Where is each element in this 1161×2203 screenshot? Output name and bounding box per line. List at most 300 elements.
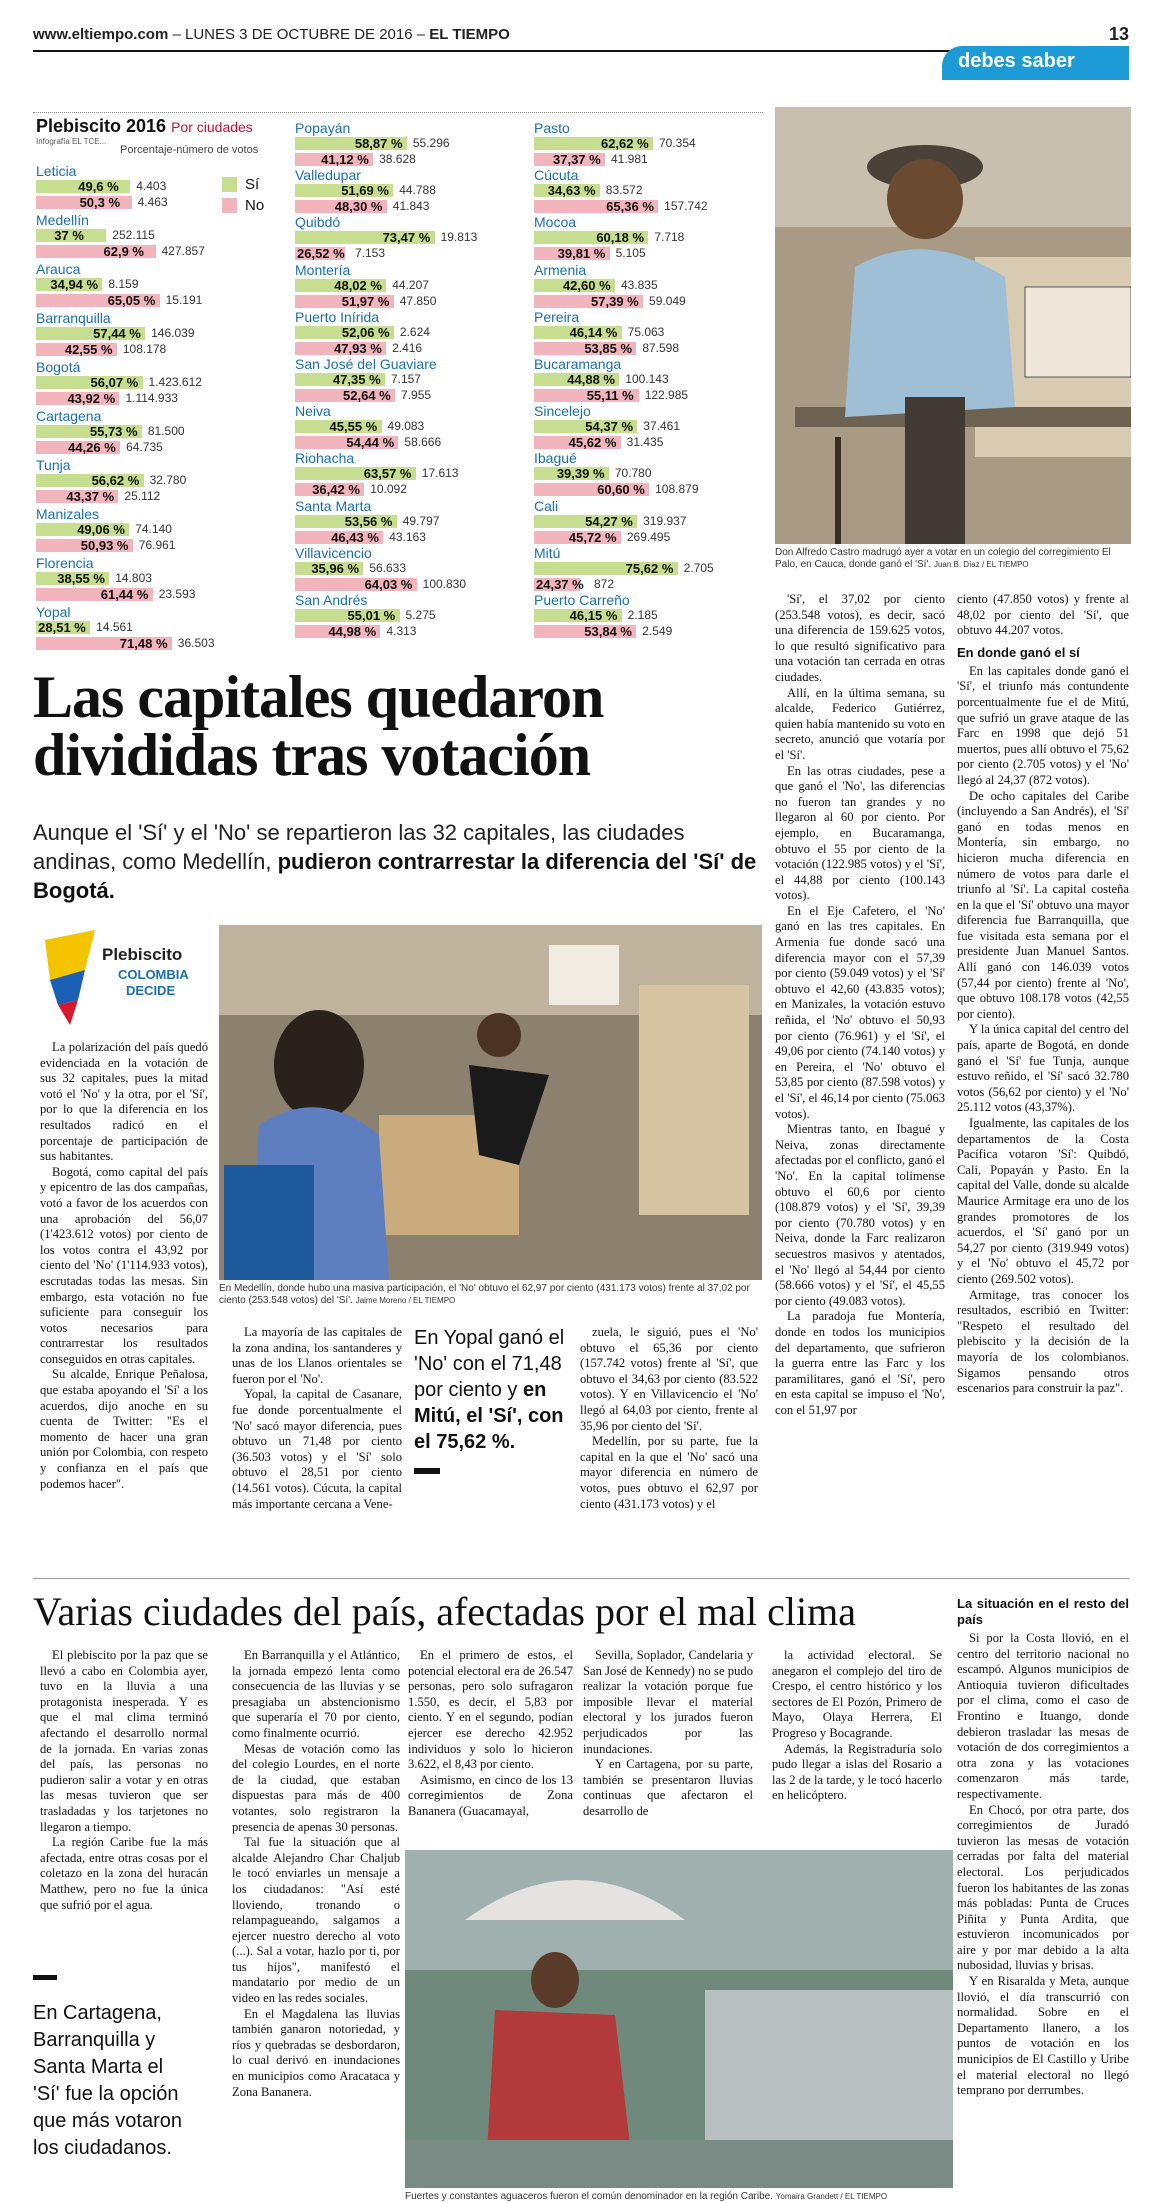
bar-percent-label: 51,69 % — [341, 183, 389, 199]
bar-no — [36, 636, 236, 651]
paragraph: Mientras tanto, en Ibagué y Neiva, zonas directamente afectadas por el conflicto, ganó el 'No'. En la capital tolimense obtuvo el 60,6 por ciento (108.879 votos) y el 'Sí', 39,39 por ciento (70.780 votos) y en Neiva, donde la Farc realizaron secuestros masivos y atentados, el 'No' llegó al 54,44 por ciento (58.666 votos) y el 'Sí', el 45,55 por ciento (49.083 votos). — [775, 1122, 945, 1308]
bar-votes-label: 70.354 — [658, 136, 696, 150]
bar-percent-label: 28,51 % — [38, 620, 86, 635]
bar-no — [295, 388, 510, 403]
paragraph: Y la única capital del centro del país, aparte de Bogotá, en donde ganó el 'Sí' fue Tunja, aunque estuvo reñido, el 'Sí' sacó 32.780 votos (56,62 por ciento) y el 'No' 25.112 votos (43,37%). — [957, 1022, 1129, 1115]
bar-votes-label: 70.780 — [614, 466, 652, 481]
bar-no — [534, 435, 749, 450]
chart-city-neiva — [295, 403, 510, 451]
bar-no — [36, 489, 236, 504]
bar-votes-label: 55.296 — [412, 136, 450, 150]
bar-no — [36, 293, 236, 308]
bar-votes-label: 23.593 — [158, 587, 196, 601]
bar-no — [36, 391, 236, 406]
bar-votes-label: 41.843 — [392, 199, 430, 214]
bar-votes-label: 108.879 — [655, 482, 699, 497]
bar-votes-label: 43.163 — [389, 529, 426, 544]
bar-votes-label: 74.140 — [135, 522, 172, 536]
pull-quote-cartagena: En Cartagena, Barranquilla y Santa Marta el 'Sí' fue la opción que más votaron los ciudadanos. — [33, 2002, 182, 2159]
paragraph: Armitage, tras conocer los resultados, escribió en Twitter: "Respeto el resultado del plebiscito y la decisión de la mayoría de los colombianos. Sigamos pensando otros escenarios para construir la paz". — [957, 1287, 1129, 1396]
bar-percent-label: 73,47 % — [382, 230, 431, 246]
bar-percent-label: 55,11 % — [586, 388, 634, 403]
bar-yes — [295, 136, 510, 151]
bar-yes — [36, 473, 236, 488]
pull-quote-rule — [33, 1975, 57, 1980]
bar-percent-label: 35,96 % — [311, 560, 360, 576]
bar-percent-label: 47,93 % — [334, 340, 382, 356]
bar-percent-label: 44,88 % — [567, 372, 615, 387]
pull-quote-rule — [414, 1468, 440, 1474]
bar-no — [295, 577, 510, 592]
bar-percent-label: 37 % — [54, 228, 84, 243]
city-name: Neiva — [295, 403, 331, 420]
bar-percent-label: 46,43 % — [331, 529, 379, 545]
bar-yes — [295, 230, 510, 245]
paragraph: La paradoja fue Montería, donde en todos los municipios del departamento, que sufrieron la guerra entre las Farc y los paramilitares, ganó el 'Sí', pero en esta capital se impuso el 'No', con el 51,97 por — [775, 1309, 945, 1417]
bar-percent-label: 47,35 % — [332, 372, 381, 387]
chart-city-popay-n — [295, 120, 510, 168]
bar-percent-label: 62,62 % — [600, 136, 649, 151]
paragraph: En el Eje Cafetero, el 'No' ganó en las tres capitales. En Armenia fue donde sacó una diferencia mayor con el 57,39 por ciento (59.049 votos) y el 'Sí' obtuvo el 42,60 (43.835 votos); en Manizales, la votación estuvo reñida, el 'No' obtuvo el 50,93 por ciento (76.961) y el 'Sí', el 49,06 por ciento (74.140 votos) y en Pereira, el 'No' obtuvo el 53,85 por ciento (87.598 votos) y el 'Sí', el 46,14 por ciento (75.063 votos). — [775, 903, 945, 1121]
bar-percent-label: 75,62 % — [625, 560, 674, 576]
bar-votes-label: 47.850 — [399, 293, 437, 308]
paragraph: Medellín, por su parte, fue la capital en la que el 'No' sacó una mayor diferencia en número de votos, pues obtuvo el 62,97 por ciento (431.173 votos) y el — [580, 1434, 758, 1511]
clima-column-1 — [40, 1648, 208, 1913]
bar-no — [295, 530, 510, 545]
photo-medellin — [219, 925, 762, 1280]
page-number: 13 — [1108, 24, 1129, 44]
paragraph: La región Caribe fue la más afectada, entre otras cosas por el coletazo en la zona del huracán Matthew, pero no fue la única que sufrió por el agua. — [40, 1835, 208, 1912]
chart-city-sincelejo — [534, 403, 749, 451]
bar-percent-label: 53,56 % — [344, 513, 393, 529]
bar-yes — [295, 608, 510, 623]
bar-percent-label: 49,6 % — [78, 179, 119, 194]
paragraph: Y en Risaralda y Meta, aunque llovió, el día transcurrió con normalidad. Sobre en el Departamento llanero, a los puntos de votación en los municipios de El Castillo y Uribe el material electoral no llegó temprano por derrumbes. — [957, 1974, 1129, 2098]
paragraph: Su alcalde, Enrique Peñalosa, que estaba apoyando el 'Sí' a los acuerdos, dijo anoche en su cuenta de Twitter: "Es el momento de hacer una gran unión por Colombia, con respeto y confianza en el país que podemos hacer". — [40, 1367, 208, 1491]
bar-percent-label: 45,55 % — [329, 419, 378, 435]
bar-votes-label: 427.857 — [161, 244, 205, 258]
bar-votes-label: 4.403 — [136, 179, 167, 193]
bar-votes-label: 25.112 — [124, 489, 161, 503]
clima-column-4 — [583, 1648, 753, 1820]
city-name: Armenia — [534, 261, 587, 278]
page-header: www.eltiempo.com – LUNES 3 DE OCTUBRE DE 2016 – EL TIEMPO 13 — [33, 24, 1129, 44]
paragraph: Además, la Registraduría solo pudo llegar a islas del Rosario a las 2 de la tarde, y le tocó hacerlo en helicóptero. — [772, 1741, 942, 1803]
bar-yes — [36, 375, 236, 390]
chart-credit: Infografía EL TCE... — [36, 137, 107, 146]
paragraph: Allí, en la última semana, su alcalde, Federico Gutiérrez, quien había mantenido su voto en secreto, anunció que votaría por el 'Sí'. — [775, 685, 945, 762]
clima-column-6 — [957, 1596, 1129, 2099]
paragraph: Igualmente, las capitales de los departamentos de la Costa Pacífica votaron 'Sí': Quibdó, Cali, Popayán y Pasto. En la capital del Valle, donde su alcalde Maurice Armitage era uno de los grandes promotores de los acuerdos, el 'Sí' ganó por un 54,27 por ciento (319.949 votos) y el 'No' obtuvo el 45,72 por ciento (269.502 votos). — [957, 1116, 1129, 1286]
bar-no — [295, 482, 510, 497]
paragraph: La polarización del país quedó evidenciada en la votación de sus 32 capitales, pues la mitad votó el 'No' y la otra, por el 'Sí', por lo que la diferencia en los resultados radicó en el porcentaje de participación de sus habitantes. — [40, 1040, 208, 1164]
city-name: San José del Guaviare — [295, 356, 437, 372]
city-name: Cartagena — [36, 408, 102, 424]
bar-votes-label: 37.461 — [643, 419, 680, 434]
bar-no — [295, 435, 510, 450]
bar-votes-label: 83.572 — [605, 183, 643, 198]
bar-votes-label: 2.549 — [642, 624, 673, 638]
chart-city-san-andr-s — [295, 592, 510, 640]
paragraph: Mesas de votación como las del colegio Lourdes, en el norte de la ciudad, que estaban dispuestas para más de 400 votantes, solo registraron la presencia de apenas 30 personas. — [232, 1741, 400, 1834]
article-column-3 — [580, 1325, 758, 1512]
bar-no — [534, 294, 749, 309]
bar-percent-label: 62,9 % — [103, 244, 144, 259]
bar-votes-label: 8.159 — [108, 277, 139, 291]
bar-yes — [534, 136, 749, 151]
bar-percent-label: 63,57 % — [363, 466, 412, 482]
bar-votes-label: 19.813 — [440, 230, 478, 245]
paragraph: Sevilla, Soplador, Candelaria y San José de Kennedy) no se pudo realizar la votación porque fue imposible llevar el material electoral y los jurados fueron perjudicados por las inundaciones. — [583, 1648, 753, 1756]
paragraph: En el Magdalena las lluvias también ganaron notoriedad, y ríos y quebradas se desbordaron, lo cual derivó en inundaciones en municipios como Aracataca y Zona Bananera. — [232, 2006, 400, 2099]
bar-votes-label: 58.666 — [404, 435, 442, 450]
bar-votes-label: 2.416 — [392, 340, 423, 355]
bar-percent-label: 65,05 % — [107, 293, 156, 308]
city-name: Cali — [534, 497, 559, 514]
bar-percent-label: 46,14 % — [569, 324, 618, 340]
bar-votes-label: 32.780 — [149, 473, 187, 487]
bar-votes-label: 252.115 — [112, 228, 155, 242]
bar-percent-label: 64,03 % — [364, 576, 413, 592]
chart-city-manizales — [36, 506, 236, 554]
bar-votes-label: 7.157 — [390, 372, 421, 386]
bar-no — [534, 530, 749, 545]
bar-no — [295, 199, 510, 214]
bar-votes-label: 5.105 — [615, 246, 646, 261]
bar-percent-label: 54,37 % — [585, 419, 633, 435]
bar-votes-label: 44.788 — [399, 183, 436, 198]
bar-votes-label: 41.981 — [611, 152, 648, 166]
city-name: Pasto — [534, 120, 570, 136]
chart-city-santa-marta — [295, 498, 510, 546]
bar-no — [534, 577, 749, 592]
bar-votes-label: 108.178 — [122, 342, 167, 356]
bar-votes-label: 43.835 — [620, 277, 658, 292]
chart-city-puerto-carre-o — [534, 592, 749, 640]
bar-yes — [295, 278, 510, 293]
paragraph: Tal fue la situación que al alcalde Alejandro Char Chaljub le tocó enviarles un mensaje a los ciudadanos: "Así esté lloviendo, tronando o relampagueando, salgamos a ejercer nuestro derecho al voto (...). Sal a votar, hazlo por ti, por tus hijos", manifestó el mandatario por medio de un video en las redes sociales. — [232, 1835, 400, 2006]
bar-no — [36, 587, 236, 602]
bar-yes — [295, 372, 510, 387]
paragraph: la actividad electoral. Se anegaron el complejo del tiro de Crespo, el centro histórico y los sectores de El Pozón, Primero de Mayo, Olaya Herrera, El Progreso y Bocagrande. — [772, 1648, 942, 1740]
legend-yes: Sí — [222, 176, 264, 193]
bar-yes — [295, 183, 510, 198]
bar-votes-label: 122.985 — [644, 388, 689, 402]
chart-city-bucaramanga — [534, 356, 749, 404]
bar-percent-label: 44,26 % — [68, 440, 116, 455]
bar-no — [295, 152, 510, 167]
bar-percent-label: 45,62 % — [568, 435, 617, 451]
chart-city-tunja — [36, 457, 236, 505]
bar-votes-label: 872 — [594, 576, 615, 591]
city-name: Barranquilla — [36, 310, 111, 326]
bar-percent-label: 56,07 % — [90, 375, 139, 390]
bar-no — [534, 199, 749, 214]
bar-yes — [36, 326, 236, 341]
paragraph: En las capitales donde ganó el 'Sí', el triunfo más contundente porcentualmente fue el de Mitú, que sufrió un grave ataque de las Farc en 1998 que dejó 51 muertos, pues allí obtuvo el 75,62 por ciento (2.705 votos) y el 'No' llegó al 24,37 (872 votos). — [957, 663, 1129, 787]
photo-voter — [775, 107, 1131, 544]
chart-city-riohacha — [295, 450, 510, 498]
paragraph: De ocho capitales del Caribe (incluyendo a San Andrés), el 'Sí' ganó en todas menos en Montería, sin embargo, no hicieron mucha diferencia en número de votos para darle el triunfo al 'Sí'. La capital costeña en la que el 'Sí' obtuvo una mayor diferencia fue Barranquilla, que fue visitada esta semana por el presidente Juan Manuel Santos. Allí ganó con 146.039 votos (57,44 por ciento) frente al 'No', que obtuvo 108.178 votos (42,55 por ciento). — [957, 788, 1129, 1021]
medellin-photo-illustration — [219, 925, 762, 1280]
bar-votes-label: 2.185 — [627, 608, 658, 622]
bar-percent-label: 42,60 % — [562, 277, 611, 293]
bar-no — [36, 244, 236, 259]
bar-percent-label: 50,93 % — [80, 538, 129, 553]
paragraph: Asimismo, en cinco de los 13 corregimientos de Zona Bananera (Guacamayal, — [408, 1772, 573, 1818]
bar-votes-label: 4.463 — [137, 195, 168, 209]
chart-city-leticia — [36, 163, 236, 211]
chart-city-cali — [534, 498, 749, 546]
bar-votes-label: 38.628 — [379, 152, 416, 166]
bar-votes-label: 100.143 — [625, 372, 669, 386]
city-name: Popayán — [295, 120, 351, 136]
secondary-headline: Varias ciudades del país, afectadas por el mal clima — [33, 1589, 856, 1634]
paragraph: 'Sí', el 37,02 por ciento (253.548 votos), es decir, sacó una diferencia de 159.625 votos, lo que resultó significativo para una votación tan cerrada en otras ciudades. — [775, 592, 945, 684]
bar-votes-label: 64.735 — [126, 440, 163, 454]
chart-city-pasto — [534, 120, 749, 168]
photo-rain — [405, 1850, 953, 2188]
chart-city-villavicencio — [295, 545, 510, 593]
bar-no — [295, 341, 510, 356]
chart-axis-label: Porcentaje-número de votos — [120, 144, 259, 156]
article-column-4 — [775, 592, 945, 1418]
clima-column-3 — [408, 1648, 573, 1820]
bar-votes-label: 81.500 — [147, 424, 185, 438]
subhead-gano-si: En donde ganó el sí — [957, 644, 1080, 660]
bar-yes — [534, 183, 749, 198]
bar-percent-label: 60,60 % — [597, 482, 645, 498]
bar-yes — [295, 325, 510, 340]
bar-no — [534, 246, 749, 261]
bar-percent-label: 46,15 % — [569, 608, 618, 623]
bar-percent-label: 53,85 % — [584, 340, 633, 356]
city-name: Valledupar — [295, 167, 361, 184]
bar-yes — [36, 620, 236, 635]
bar-votes-label: 49.797 — [402, 513, 440, 528]
chart-city-monter-a — [295, 262, 510, 310]
bar-yes — [295, 561, 510, 576]
bar-percent-label: 58,87 % — [354, 136, 403, 151]
bar-no — [36, 538, 236, 553]
bar-votes-label: 75.063 — [627, 324, 665, 339]
bar-yes — [534, 608, 749, 623]
bar-yes — [295, 514, 510, 529]
article-column-1 — [40, 1040, 208, 1492]
bar-percent-label: 55,73 % — [89, 424, 138, 439]
bar-percent-label: 24,37 % — [536, 576, 584, 592]
chart-city-yopal — [36, 604, 236, 652]
bar-percent-label: 50,3 % — [79, 195, 121, 210]
section-divider — [33, 1578, 1129, 1579]
plebiscito-logo — [40, 925, 200, 1035]
bar-votes-label: 31.435 — [626, 435, 664, 450]
site-url[interactable]: www.eltiempo.com — [33, 26, 169, 43]
bar-percent-label: 43,92 % — [67, 391, 116, 406]
city-name: Puerto Inírida — [295, 308, 380, 325]
chart-city-san-jos-del-guaviare — [295, 356, 510, 404]
clima-column-2 — [232, 1648, 400, 2100]
bar-percent-label: 36,42 % — [312, 482, 360, 498]
pull-quote-yopal: En Yopal ganó el 'No' con el 71,48 por ciento y en Mitú, el 'Sí', con el 75,62 %. — [414, 1325, 570, 1481]
clima-column-5 — [772, 1648, 942, 1804]
bar-votes-label: 87.598 — [642, 340, 680, 355]
bar-votes-label: 56.633 — [369, 560, 407, 575]
bar-no — [295, 624, 510, 639]
city-name: Villavicencio — [295, 544, 372, 561]
city-name: Puerto Carreño — [534, 592, 630, 608]
chart-city-mit- — [534, 545, 749, 593]
bar-percent-label: 65,36 % — [606, 199, 654, 215]
chart-title: Plebiscito 2016 Por ciudades — [36, 116, 253, 136]
bar-percent-label: 56,62 % — [91, 473, 140, 488]
subhead-resto-pais: La situación en el resto del país — [957, 1596, 1129, 1627]
bar-percent-label: 43,37 % — [66, 489, 115, 504]
bar-percent-label: 71,48 % — [119, 636, 168, 651]
bar-votes-label: 44.207 — [392, 277, 429, 292]
bar-percent-label: 49,06 % — [77, 522, 125, 537]
city-name: Cúcuta — [534, 167, 579, 184]
paragraph: Yopal, la capital de Casanare, fue donde porcentualmente el 'No' sacó mayor diferencia, pues obtuvo un 71,48 por ciento (36.503 votos) y el 'Sí' solo obtuvo el 28,51 por ciento (14.561 votos). Cúcuta, la capital más importante cercana a Vene- — [232, 1387, 402, 1511]
paragraph: El plebiscito por la paz que se llevó a cabo en Colombia ayer, tuvo en la lluvia a una protagonista inesperada. Y es que el mal clima terminó afectando el desarrollo normal de la jornada. En varias zonas del país, las personas no pudieron salir a votar y en otras las mesas tuvieron que ser trasladadas y los tarjetones no llegaron a tiempo. — [40, 1648, 208, 1834]
city-name: San Andrés — [295, 592, 368, 608]
bar-no — [36, 342, 236, 357]
city-name: Mocoa — [534, 214, 577, 231]
photo-medellin-caption: En Medellín, donde hubo una masiva participación, el 'No' obtuvo el 62,97 por ciento (431.173 votos) frente al 37,02 por ciento (253.548 votos) del 'Sí'. Jaime Moreno / EL TIEMPO — [219, 1283, 750, 1306]
paper-name: EL TIEMPO — [429, 26, 510, 43]
paragraph: ciento (47.850 votos) y frente al 48,02 por ciento del 'Sí', que obtuvo 44.207 votos. — [957, 592, 1129, 638]
bar-no — [534, 482, 749, 497]
bar-votes-label: 7.955 — [401, 388, 432, 402]
bar-percent-label: 52,06 % — [341, 324, 390, 340]
city-name: Leticia — [36, 163, 77, 179]
article-column-2 — [232, 1325, 402, 1512]
bar-votes-label: 4.313 — [386, 624, 417, 638]
bar-yes — [534, 230, 749, 245]
bar-percent-label: 42,55 % — [64, 342, 113, 357]
city-name: Ibagué — [534, 450, 577, 467]
bar-yes — [36, 571, 236, 586]
bar-votes-label: 269.495 — [626, 529, 671, 544]
chart-city-cartagena — [36, 408, 236, 456]
chart-city-valledupar — [295, 167, 510, 215]
bar-percent-label: 57,39 % — [591, 293, 639, 309]
city-name: Pereira — [534, 308, 580, 325]
paragraph: En Barranquilla y el Atlántico, la jornada empezó lenta como consecuencia de las lluvias y se presagiaba un abstencionismo que superaría el 70 por ciento, como finalmente ocurrió. — [232, 1648, 400, 1740]
bar-percent-label: 37,37 % — [553, 152, 601, 167]
paragraph: En las otras ciudades, pese a que ganó el 'No', las diferencias no fueron tan grandes y no llegaron al 60 por ciento. Por ejemplo, en Bucaramanga, obtuvo el 55 por ciento de la votación (122.985 votos) y el 'Sí', el 44,88 por ciento (100.143 votos). — [775, 763, 945, 903]
bar-yes — [36, 179, 236, 194]
bar-percent-label: 53,84 % — [584, 624, 632, 639]
bar-no — [534, 624, 749, 639]
bar-votes-label: 1.114.933 — [125, 391, 178, 405]
bar-percent-label: 45,72 % — [568, 529, 617, 545]
bar-yes — [534, 561, 749, 576]
bar-votes-label: 17.613 — [421, 466, 459, 481]
bar-percent-label: 41,12 % — [321, 152, 369, 167]
bar-yes — [534, 372, 749, 387]
bar-yes — [295, 466, 510, 481]
bar-votes-label: 1.423.612 — [148, 375, 202, 389]
paragraph: Bogotá, como capital del país y epicentro de las dos campañas, votó a favor de los acuerdos con una aprobación del 56,07 (1'423.612 votos) por ciento de los votos contra el 43,92 por ciento del 'No' (1'114.933 votos), escrutadas todas las mesas. Sin embargo, esta votación no fue suficiente para conseguir los votos necesarios para contrarrestar los resultados conseguidos en otras capitales. — [40, 1164, 208, 1366]
bar-votes-label: 76.961 — [138, 538, 176, 552]
bar-percent-label: 54,44 % — [346, 435, 395, 451]
paragraph: En Chocó, por otra parte, dos corregimientos de Juradó tuvieron las mesas de votación cerradas por falta del material electoral. Los perjudicados fueron los habitantes de las zonas más pobladas: Punta de Cruces Piñita y Punta Ardita, que estuvieron incomunicados por aire y por mar debido a la alta nubosidad, lluvias y brisas. — [957, 1802, 1129, 1973]
bar-no — [534, 341, 749, 356]
chart-city-barranquilla — [36, 310, 236, 358]
bar-votes-label: 100.830 — [422, 576, 467, 591]
city-name: Manizales — [36, 506, 100, 522]
chart-city-medell-n — [36, 212, 236, 260]
bar-percent-label: 60,18 % — [596, 230, 645, 246]
bar-yes — [36, 522, 236, 537]
legend-no: No — [222, 197, 264, 214]
bar-no — [534, 388, 749, 403]
city-name: Florencia — [36, 555, 94, 571]
bar-votes-label: 5.275 — [405, 608, 436, 622]
bar-percent-label: 44,98 % — [328, 624, 377, 639]
bar-yes — [36, 277, 236, 292]
photo-rain-caption: Fuertes y constantes aguaceros fueron el común denominador en la región Caribe. Yomaira Grandett / EL TIEMPO — [405, 2191, 888, 2202]
city-name: Tunja — [36, 457, 71, 473]
logo-line3: DECIDE — [126, 983, 176, 998]
logo-title: Plebiscito — [102, 945, 183, 964]
main-dek: Aunque el 'Sí' y el 'No' se repartieron las 32 capitales, las ciudades andinas, como Medellín, pudieron contrarrestar la diferencia del 'Sí' de Bogotá. — [33, 820, 757, 903]
bar-no — [295, 246, 510, 261]
bar-yes — [534, 466, 749, 481]
bar-percent-label: 54,27 % — [585, 513, 633, 529]
section-badge: debes saber — [942, 46, 1129, 80]
bar-no — [36, 440, 236, 455]
chart-city-pereira — [534, 309, 749, 357]
bar-percent-label: 48,30 % — [334, 199, 383, 215]
bar-votes-label: 7.153 — [355, 246, 386, 261]
paragraph: Si por la Costa llovió, en el centro del territorio nacional no escampó. Algunos municipios de Antioquia tuvieron dificultades por el clima, como el caso de Frontino e Ituango, donde debieron trasladar las mesas de votación de dos corregimientos a otra zona y las votaciones comenzaron más tarde, respectivamente. — [957, 1631, 1129, 1801]
bar-percent-label: 26,52 % — [297, 246, 345, 262]
paragraph: En el primero de estos, el potencial electoral era de 26.547 personas, pero solo sufragaron 1.550, es decir, el 5,83 por ciento. Y en el segundo, podían ejercer ese derecho 42.952 individuos y solo lo hicieron 3.622, el 8,43 por ciento. — [408, 1648, 573, 1772]
bar-percent-label: 57,44 % — [93, 326, 141, 341]
city-name: Bucaramanga — [534, 356, 622, 372]
bar-percent-label: 39,81 % — [557, 246, 606, 262]
bar-votes-label: 7.718 — [654, 230, 685, 245]
bar-percent-label: 61,44 % — [100, 587, 149, 602]
photo-voter-caption: Don Alfredo Castro madrugó ayer a votar en un colegio del corregimiento El Palo, en Cauca, donde ganó el 'Sí'. Juan B. Díaz / EL TIEMPO — [775, 547, 1111, 570]
bar-percent-label: 39,39 % — [556, 466, 605, 482]
city-name: Medellín — [36, 212, 89, 228]
chart-city-florencia — [36, 555, 236, 603]
bar-votes-label: 10.092 — [370, 482, 407, 497]
city-name: Sincelejo — [534, 403, 591, 420]
bar-percent-label: 51,97 % — [341, 293, 390, 309]
paragraph: zuela, le siguió, pues el 'No' obtuvo el 65,36 por ciento (157.742 votos) frente al 'Sí', que obtuvo el 34,63 por ciento (83.522 votos). Y en Villavicencio el 'No' llegó al 64,03 por ciento, frente al 35,96 por ciento del 'Sí'. — [580, 1325, 758, 1433]
chart-city-puerto-in-rida — [295, 309, 510, 357]
dotted-divider — [33, 112, 763, 113]
bar-votes-label: 49.083 — [387, 419, 425, 434]
city-name: Arauca — [36, 261, 81, 277]
bar-yes — [534, 419, 749, 434]
chart-city-ibagu- — [534, 450, 749, 498]
chart-city-c-cuta — [534, 167, 749, 215]
bar-votes-label: 146.039 — [151, 326, 195, 340]
bar-percent-label: 48,02 % — [334, 277, 382, 293]
bar-yes — [36, 424, 236, 439]
bar-votes-label: 15.191 — [165, 293, 203, 307]
rain-photo-illustration — [405, 1850, 953, 2188]
bar-percent-label: 34,63 % — [547, 183, 596, 199]
logo-line2: COLOMBIA — [118, 967, 189, 982]
bar-votes-label: 59.049 — [649, 293, 686, 308]
city-name: Riohacha — [295, 450, 355, 467]
